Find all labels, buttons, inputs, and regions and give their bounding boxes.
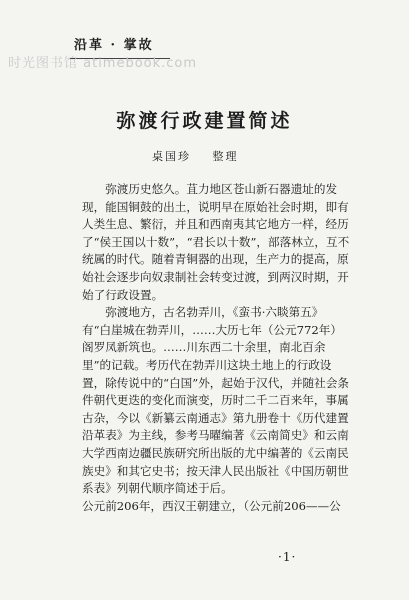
page-number: ·1· bbox=[278, 550, 297, 564]
section-header: 沿革 · 掌故 bbox=[74, 38, 154, 53]
article-title: 弥渡行政建置简述 bbox=[116, 110, 293, 132]
byline bbox=[152, 148, 239, 164]
article-body bbox=[82, 181, 350, 515]
paragraph: 弥渡历史悠久。苴力地区苍山新石器遗址的发现，能国铜鼓的出土，说明早在原始社会时期，即有人类生息、繁衍，并且和西南夷其它地方一样，经历了“侯王国以十数”，“君长以十数”，部落林立，互不统属的时代。随着青铜器的出现，生产力的提高，原始社会逐步向奴隶制社会转变过渡，到两汉时期，开始了行政设置。 bbox=[82, 182, 350, 302]
author-role: 整理 bbox=[212, 150, 239, 163]
paragraph: 公元前206年，西汉王朝建立，（公元前206——公 bbox=[82, 498, 341, 513]
author-name: 桌国珍 bbox=[152, 150, 191, 163]
watermark: 时光图书馆 atimebook.com bbox=[8, 56, 198, 71]
paragraph: 弥渡地方，古名勃弄川，《蛮书·六睒第五》有“白崖城在勃弄川，……大历七年（公元772年）阁罗凤新筑也。……川东西二十余里，南北百余里”的记载。考历代在勃弄川这块土地上的行政设置，除传说中的“白国”外，起始于汉代，并随社会条件朝代更迭的变化而演变，历时二千二百来年，事属古杂，今以《新纂云南通志》第九册卷十《历代建置沿革表》为主线，参考马曜编著《云南简史》和云南大学西南边疆民族研究所出版的尤中编著的《云南民族史》和其它史书；按天津人民出版社《中国历朝世系表》列朝代顺序简述于后。 bbox=[82, 305, 349, 496]
